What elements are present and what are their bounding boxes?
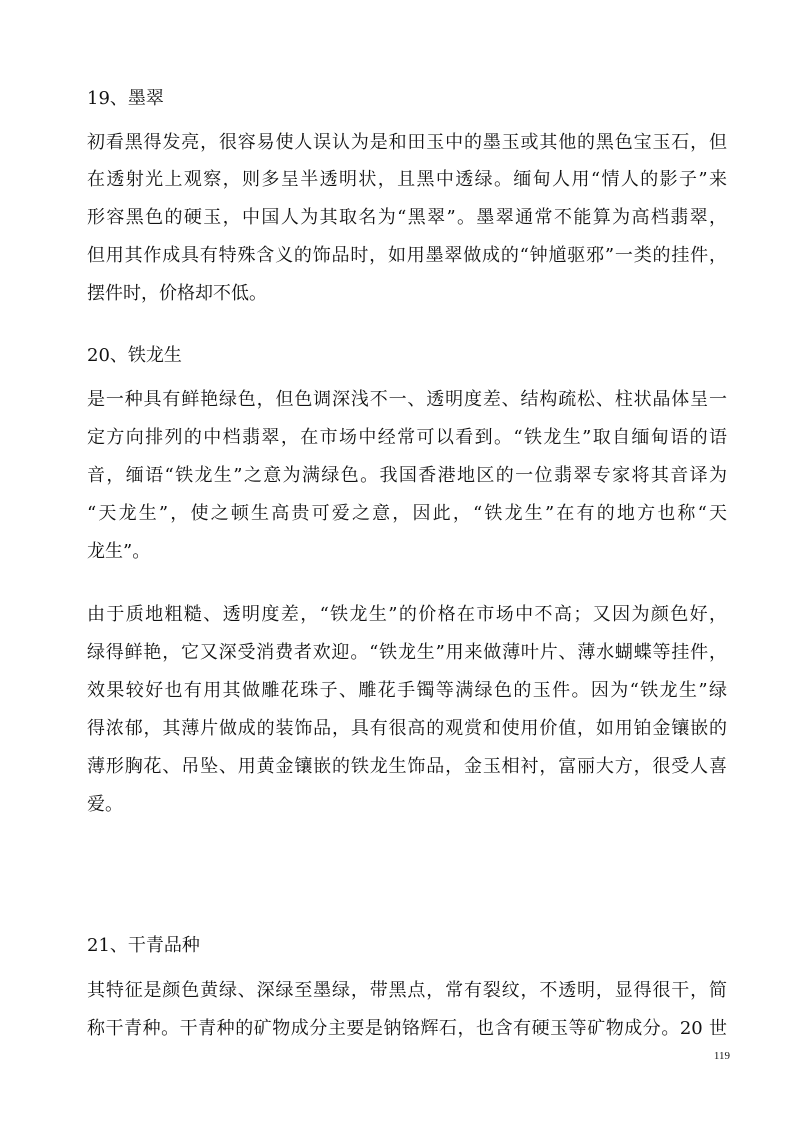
paragraph-line: “天龙生”，使之顿生高贵可爱之意，因此，“铁龙生”在有的地方也称“天 [87,503,727,524]
paragraph-line: 在透射光上观察，则多呈半透明状，且黑中透绿。缅甸人用“情人的影子”来 [87,169,727,190]
paragraph-line: 但用其作成具有特殊含义的饰品时，如用墨翠做成的“钟馗驱邪”一类的挂件， [87,245,727,266]
paragraph-line: 效果较好也有用其做雕花珠子、雕花手镯等满绿色的玉件。因为“铁龙生”绿 [87,680,727,701]
paragraph-line: 称干青种。干青种的矿物成分主要是钠铬辉石，也含有硬玉等矿物成分。20 世 [87,1018,727,1039]
paragraph-line: 薄形胸花、吊坠、用黄金镶嵌的铁龙生饰品，金玉相衬，富丽大方，很受人喜 [87,756,727,777]
page-number: 119 [713,1050,730,1062]
paragraph-line: 音，缅语“铁龙生”之意为满绿色。我国香港地区的一位翡翠专家将其音译为 [87,465,727,486]
paragraph-line: 得浓郁，其薄片做成的装饰品，具有很高的观赏和使用价值，如用铂金镶嵌的 [87,718,727,739]
section-heading: 21、干青品种 [87,935,200,956]
paragraph-line: 其特征是颜色黄绿、深绿至墨绿，带黑点，常有裂纹，不透明，显得很干，简 [87,980,727,1001]
paragraph-line: 绿得鲜艳，它又深受消费者欢迎。“铁龙生”用来做薄叶片、薄水蝴蝶等挂件， [87,642,727,663]
section-heading: 19、墨翠 [87,88,164,109]
paragraph-line: 形容黑色的硬玉，中国人为其取名为“黑翠”。墨翠通常不能算为高档翡翠， [87,207,727,228]
paragraph-line: 龙生”。 [87,541,151,562]
paragraph-line: 定方向排列的中档翡翠，在市场中经常可以看到。“铁龙生”取自缅甸语的语 [87,427,727,448]
paragraph-line: 摆件时，价格却不低。 [87,283,267,304]
paragraph-line: 初看黑得发亮，很容易使人误认为是和田玉中的墨玉或其他的黑色宝玉石，但 [87,132,727,153]
paragraph-line: 爱。 [87,794,123,815]
paragraph-line: 是一种具有鲜艳绿色，但色调深浅不一、透明度差、结构疏松、柱状晶体呈一 [87,389,727,410]
section-heading: 20、铁龙生 [87,345,182,366]
paragraph-line: 由于质地粗糙、透明度差，“铁龙生”的价格在市场中不高；又因为颜色好， [87,604,727,625]
